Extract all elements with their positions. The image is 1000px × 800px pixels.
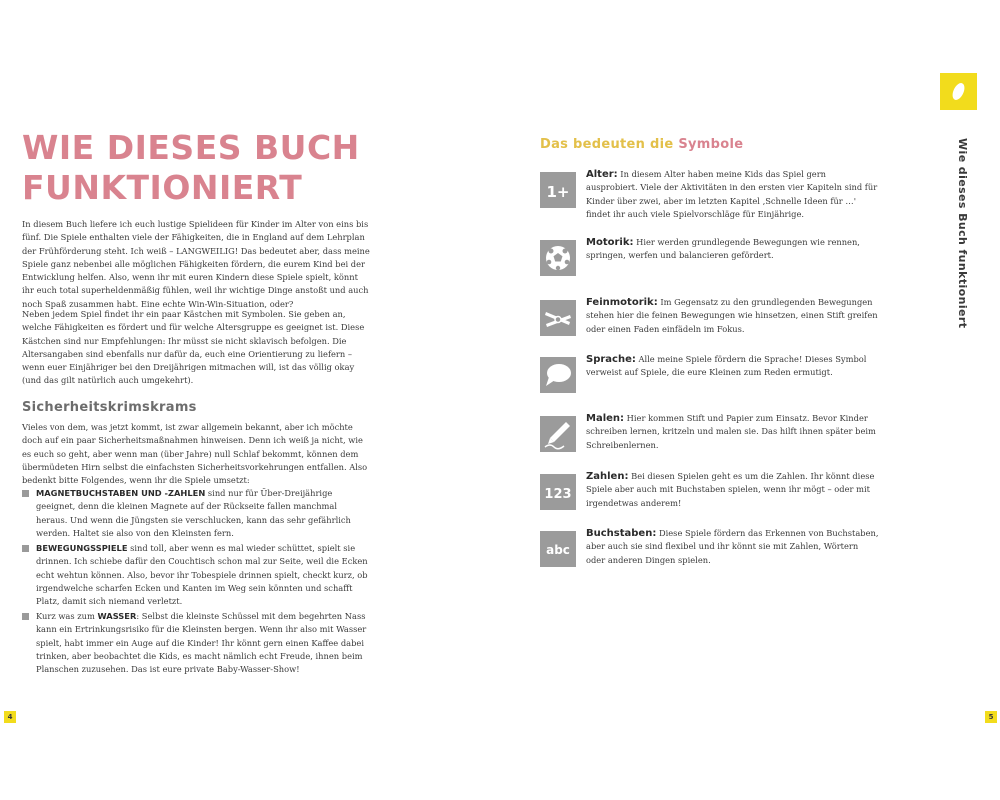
symbol-label: Buchstaben:	[586, 528, 657, 539]
bullet-keyword: MAGNETBUCHSTABEN UND -ZAHLEN	[36, 488, 206, 498]
right-page	[500, 0, 1000, 800]
running-title	[955, 138, 971, 329]
speech-bubble-icon	[540, 357, 576, 393]
letters-abc-icon	[540, 531, 576, 567]
bullet-text: sind nur für Über-Dreijährige geeignet, denn die kleinen Magnete auf der Rückseite fallen manchmal heraus. Und wenn die Jüngsten sie verschlucken, kann das sehr gefährlich werden. Haltet sie also von den Kleinsten fern.	[36, 488, 351, 538]
symbol-label: Alter:	[586, 169, 618, 180]
symbol-label: Feinmotorik:	[586, 297, 658, 308]
bullet-keyword: WASSER	[97, 611, 137, 621]
bullet-square-icon	[22, 490, 29, 497]
title-line-2: FUNKTIONIERT	[22, 168, 303, 207]
safety-heading: Sicherheitskrimskrams	[22, 400, 197, 415]
safety-bullet-magnets	[22, 487, 370, 540]
symbol-label: Motorik:	[586, 237, 634, 248]
symbol-text: Alle meine Spiele fördern die Sprache! Dieses Symbol verweist auf Spiele, die eure Kleinen zum Reden ermutigt.	[586, 354, 867, 378]
symbol-text: Bei diesen Spielen geht es um die Zahlen. Ihr könnt diese Spiele aber auch mit Buchstaben spielen, wenn ihr mögt – oder mit irgendetwas anderem!	[586, 471, 875, 508]
symbol-text: Im Gegensatz zu den grundlegenden Bewegungen stehen hier die feinen Bewegungen wie hinsetzen, einen Stift greifen oder einen Faden einfädeln im Fokus.	[586, 297, 878, 334]
letters-icon-text: abc	[546, 543, 570, 557]
bullet-keyword: BEWEGUNGSSPIELE	[36, 543, 128, 553]
symbols-heading-part2: Symbole	[678, 137, 744, 152]
symbol-text: In diesem Alter haben meine Kids das Spiel gern ausprobiert. Viele der Aktivitäten in den ersten vier Kapiteln sind für Kinder über zwei, aber im letzten Kapitel ‚Schnelle Ideen für …' findet ihr auch viele Spielvorschläge für Einjährige.	[586, 169, 878, 219]
bullet-square-icon	[22, 613, 29, 620]
numbers-123-icon	[540, 474, 576, 510]
bullet-square-icon	[22, 545, 29, 552]
numbers-icon-text: 123	[544, 487, 572, 502]
symbol-label: Zahlen:	[586, 471, 629, 482]
age-1plus-icon	[540, 172, 576, 208]
bullet-text: : Selbst die kleinste Schüssel mit dem begehrten Nass kann ein Ertrinkungsrisiko für die Kleinsten bergen. Wenn ihr also mit Wasser spielt, habt immer ein Auge auf die Kinder! Ihr könnt gern einen Kaffee dabei trinken, aber beobachtet die Kids, es macht nämlich echt Freude, ihnen beim Planschen zuzusehen. Das ist eure private Baby-Wasser-Show!	[36, 611, 367, 675]
symbol-text: Hier werden grundlegende Bewegungen wie rennen, springen, werfen und balancieren gefördert.	[586, 237, 860, 261]
age-icon-text: 1+	[546, 183, 570, 201]
safety-bullet-movement	[22, 542, 370, 608]
page-number-left: 4	[4, 711, 16, 723]
safety-bullet-water	[22, 610, 370, 676]
symbol-text: Hier kommen Stift und Papier zum Einsatz. Bevor Kinder schreiben lernen, kritzeln und malen sie. Das hilft ihnen später beim Schreibenlernen.	[586, 413, 876, 450]
symbol-label: Malen:	[586, 413, 625, 424]
page-title	[22, 128, 402, 208]
symbols-heading	[540, 137, 743, 152]
symbols-heading-part1: Das bedeuten die	[540, 137, 674, 152]
soccer-ball-icon	[540, 240, 576, 276]
symbol-label: Sprache:	[586, 354, 636, 365]
symbol-text: Diese Spiele fördern das Erkennen von Buchstaben, aber auch sie sind flexibel und ihr könnt sie mit Zahlen, Wörtern oder anderen Dingen spielen.	[586, 528, 879, 565]
pencil-icon	[540, 416, 576, 452]
title-line-1: WIE DIESES BUCH	[22, 128, 360, 167]
running-title-text: Wie dieses Buch funktioniert	[956, 138, 969, 329]
egg-icon	[940, 73, 977, 110]
clothespin-icon	[540, 300, 576, 336]
intro-paragraph-2: Neben jedem Spiel findet ihr ein paar Kästchen mit Symbolen. Sie geben an, welche Fähigkeiten es fördert und für welche Altersgruppe es geeignet ist. Diese Kästchen sind nur Empfehlungen: Ihr müsst sie nicht sklavisch befolgen. Die Altersangaben sind ebenfalls nur dafür da, euch eine Orientierung zu liefern – wenn euer Einjähriger bei den Dreijährigen mitmachen will, ist das völlig okay (und das gilt natürlich auch umgekehrt).	[22, 309, 365, 386]
intro-paragraph-1: In diesem Buch liefere ich euch lustige Spielideen für Kinder im Alter von eins bis fünf. Die Spiele enthalten viele der Fähigkeiten, die in England auf dem Lehrplan der Frühförderung steht. Ich weiß – LANGWEILIG! Das bedeutet aber, dass meine Spiele ganz nebenbei alle möglichen Fähigkeiten fördern, die eurem Kind bei der Entwicklung helfen. Also, wenn ihr mit euren Kindern diese Spiele spielt, könnt ihr euch total superheldenmäßig fühlen, weil ihr wichtige Dinge anstoßt und auch noch Spaß zusammen habt. Eine echte Win-Win-Situation, oder?	[22, 219, 370, 309]
bullet-prefix: Kurz was zum	[36, 611, 98, 621]
chapter-tab	[940, 73, 977, 110]
safety-intro: Vieles von dem, was jetzt kommt, ist zwar allgemein bekannt, aber ich möchte doch auf ein paar Sicherheitsmaßnahmen hinweisen. Denn ich weiß ja nicht, wie es euch so geht, aber wenn man (über Jahre) null Schlaf bekommt, können dem übermüdeten Hirn selbst die einfachsten Sicherheitsvorkehrungen entfallen. Also bedenkt bitte Folgendes, wenn ihr die Spiele umsetzt:	[22, 422, 368, 486]
page-number-right: 5	[985, 711, 997, 723]
bullet-text: sind toll, aber wenn es mal wieder schüttet, spielt sie drinnen. Ich schiebe dafür den Couchtisch schon mal zur Seite, weil die Ecken echt wehtun können. Also, bevor ihr Tobespiele drinnen spielt, checkt kurz, ob irgendwelche scharfen Ecken und Kanten im Weg sein könnten und schafft Platz, damit sich niemand verletzt.	[36, 543, 368, 607]
